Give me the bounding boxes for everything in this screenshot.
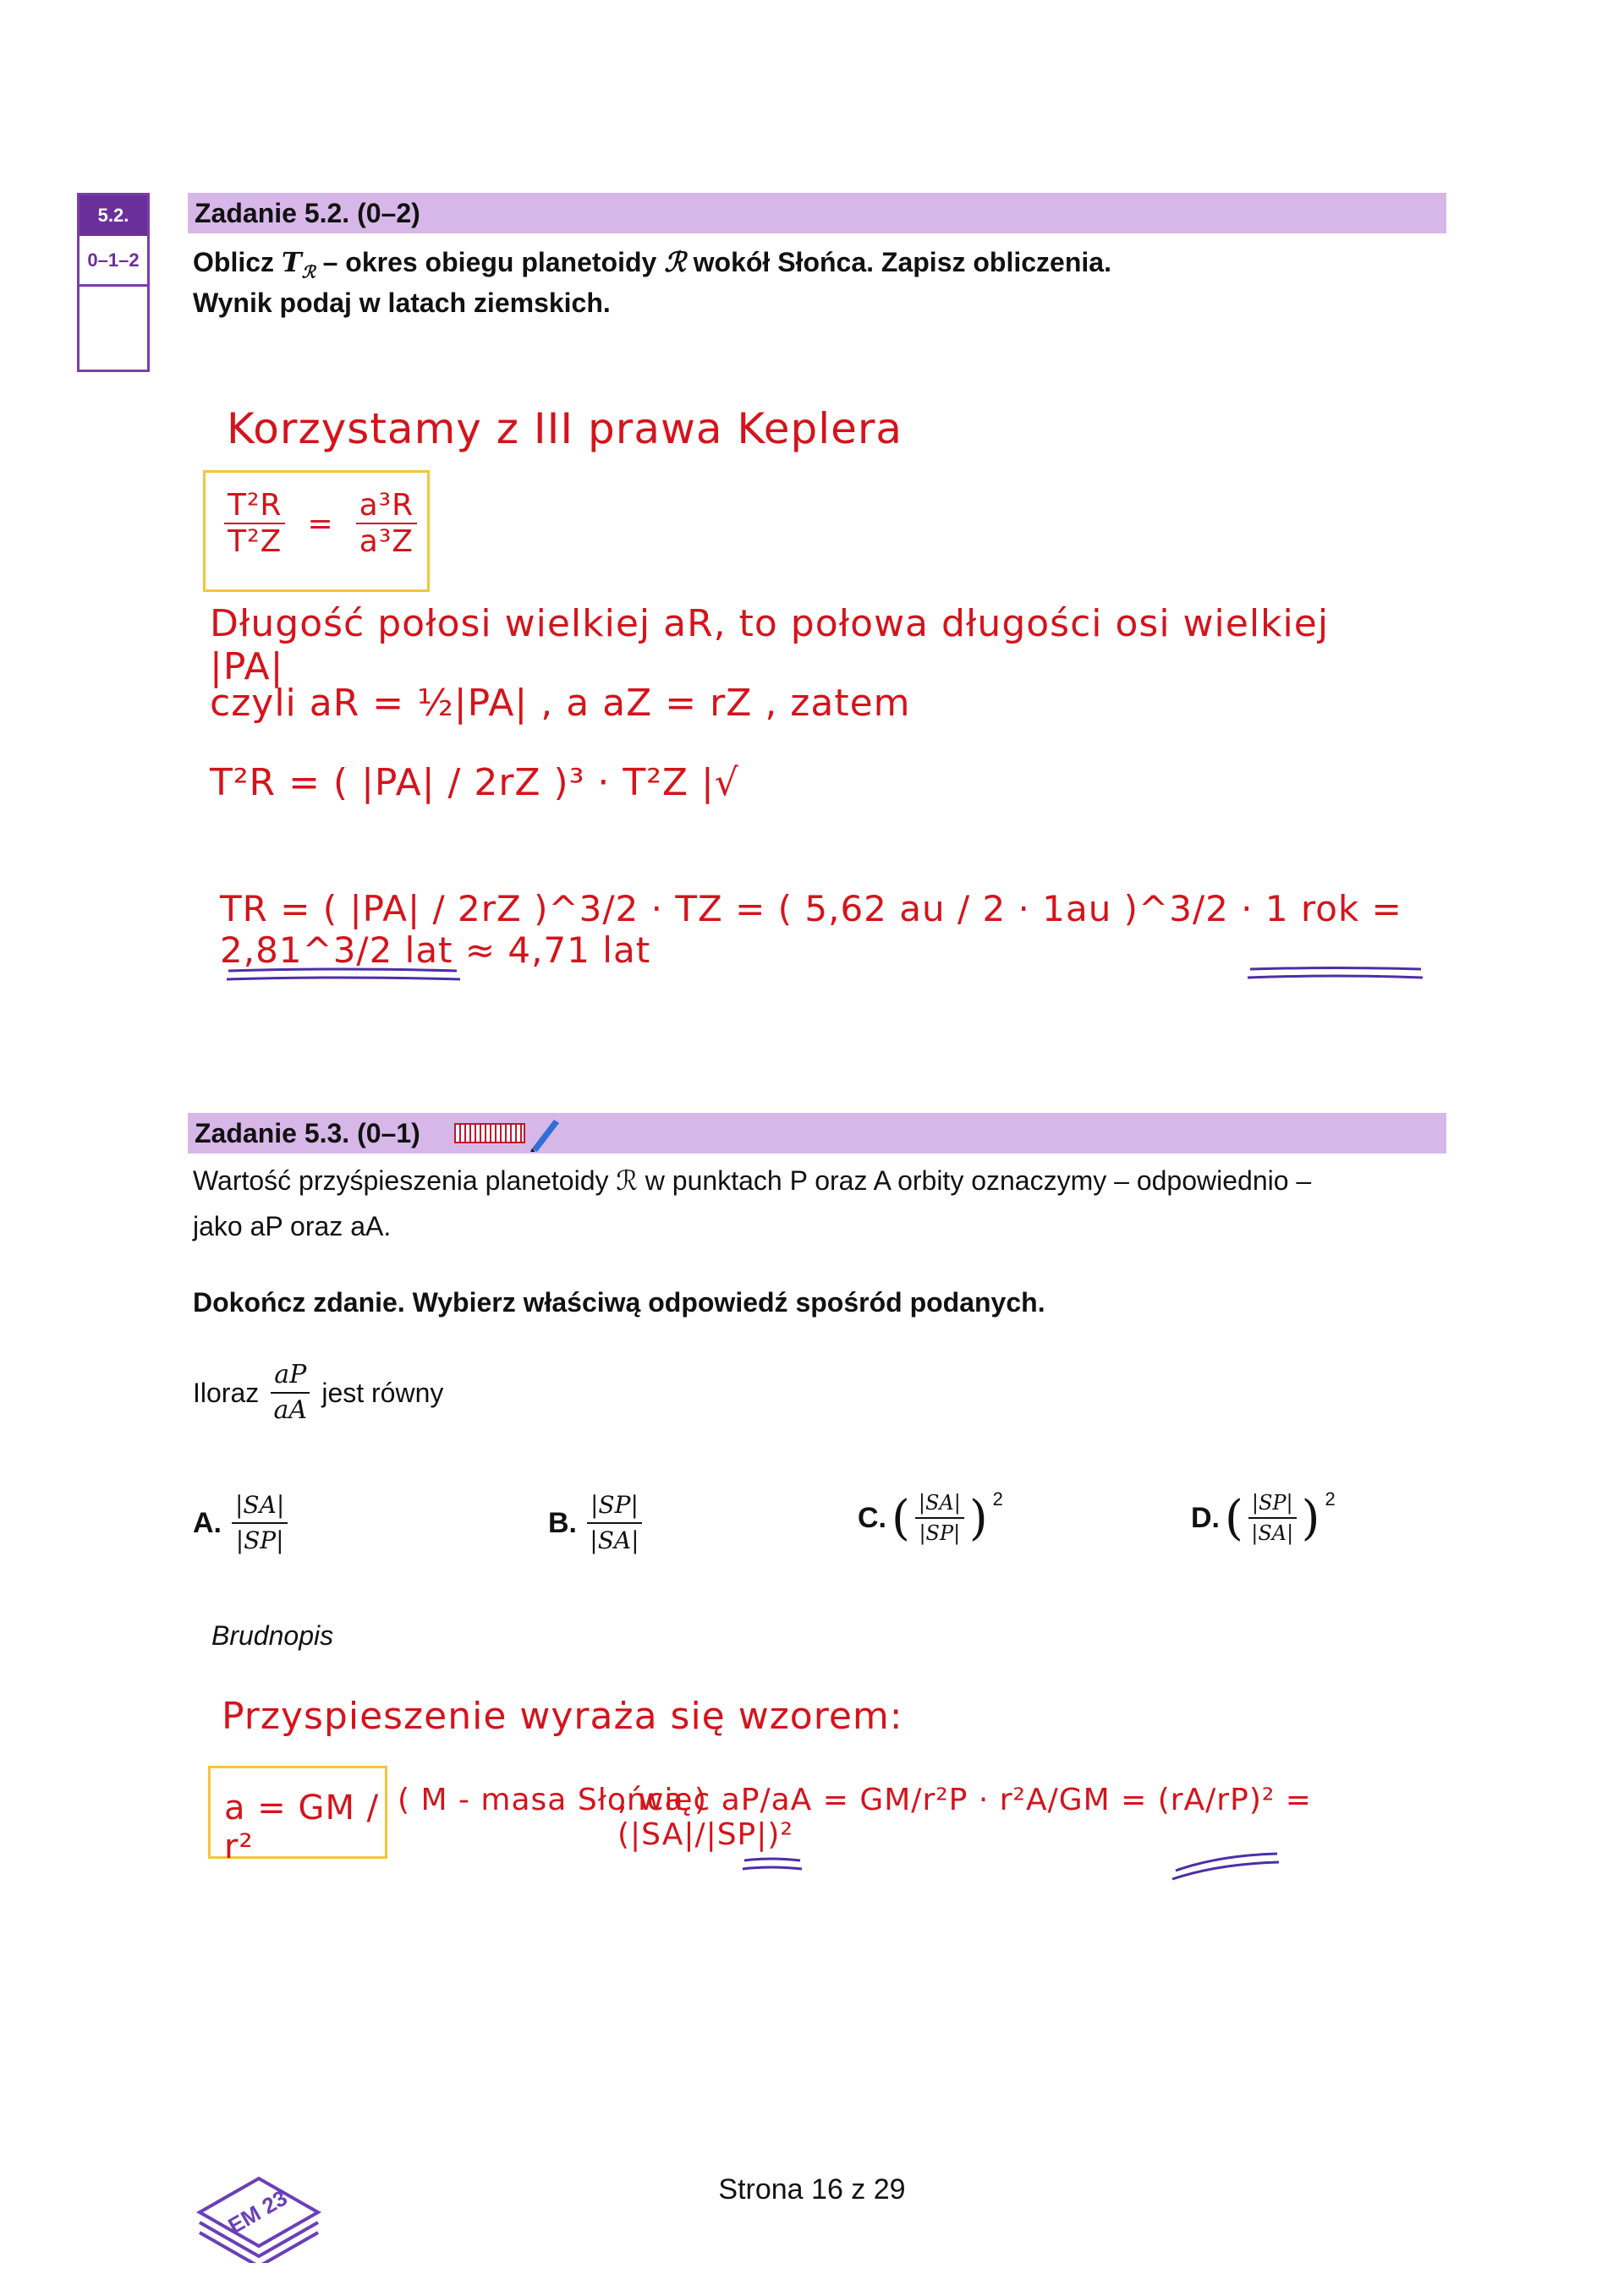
acceleration-formula-box: a = GM / r² — [208, 1766, 387, 1859]
task-5-3-header: Zadanie 5.3. (0–1) — [188, 1113, 1446, 1153]
task-number-badge: 5.2. — [80, 195, 147, 236]
task-5-2-header: Zadanie 5.2. (0–2) — [188, 193, 1446, 233]
task-5-3-instruction: Dokończ zdanie. Wybierz właściwą odpowiedź spośród podanych. — [193, 1287, 1045, 1318]
underline-result — [1250, 968, 1421, 970]
score-box — [77, 193, 150, 372]
option-a[interactable]: A. $\frac{|SA|}{|SP|}$ — [193, 1488, 288, 1558]
solution-line-czyli: czyli aR = ½|PA| , a aZ = rZ , zatem — [210, 682, 911, 725]
ratio-statement: Iloraz $\frac{aP}{aA}$ jest równy — [193, 1360, 444, 1425]
task-5-2-question: Oblicz $T_ℛ$ – okres obiegu planetoidy ℛ wokół Słońca. Zapisz obliczenia. — [193, 246, 1111, 282]
underline-result-2 — [1248, 976, 1423, 978]
solution-5-3-chain: , więc aP/aA = GM/r²P · r²A/GM = (rA/rP)² = (|SA|/|SP|)² — [617, 1783, 1312, 1852]
solution-5-3-underlines — [736, 1852, 1286, 1886]
logo-text: EM 23 — [223, 2184, 292, 2239]
checkbox-strip-icon — [454, 1123, 525, 1143]
underline-tr — [228, 969, 457, 971]
solution-5-3-mass-note: ( M - masa Słońca ) — [398, 1783, 708, 1817]
option-d[interactable]: D. ( $\frac{|SP|}{|SA|}$ ) 2 — [1191, 1488, 1336, 1546]
page-number: Strona 16 z 29 — [718, 2173, 906, 2206]
task-5-2-question-line2: Wynik podaj w latach ziemskich. — [193, 288, 611, 318]
solution-line-keplers-law: Korzystamy z III prawa Keplera — [227, 404, 903, 453]
solution-line-period-squared: T²R = ( |PA| / 2rZ )³ · T²Z |√ — [210, 761, 739, 804]
underline-tr-2 — [227, 978, 460, 979]
em-logo — [191, 2162, 326, 2263]
solution-5-3-line1: Przyspieszenie wyraża się wzorem: — [222, 1695, 903, 1738]
result-underlines — [220, 964, 1438, 989]
scratch-label: Brudnopis — [211, 1620, 334, 1651]
points-badge: 0–1–2 — [80, 236, 147, 287]
task-5-3-intro-line1: Wartość przyśpieszenia planetoidy ℛ w punktach P oraz A orbity oznaczymy – odpowiednio – — [193, 1165, 1312, 1196]
option-c[interactable]: C. ( $\frac{|SA|}{|SP|}$ ) 2 — [858, 1488, 1003, 1546]
option-b[interactable]: B. $\frac{|SP|}{|SA|}$ — [548, 1488, 642, 1558]
solution-line-semi-axis: Długość połosi wielkiej aR, to połowa długości osi wielkiej |PA| — [210, 602, 1330, 688]
solution-line-final-result: TR = ( |PA| / 2rZ )^3/2 · TZ = ( 5,62 au / 2 · 1au )^3/2 · 1 rok = 2,81^3/2 lat ≈ 4,71 lat — [220, 888, 1402, 971]
pen-icon — [529, 1115, 562, 1152]
task-5-3-intro-line2: jako aP oraz aA. — [193, 1211, 392, 1241]
highlighted-formula-box: $\frac{\text{T²R}}{\text{T²Z}}$ = $\frac{\text{a³R}}{\text{a³Z}}$ — [203, 470, 430, 592]
